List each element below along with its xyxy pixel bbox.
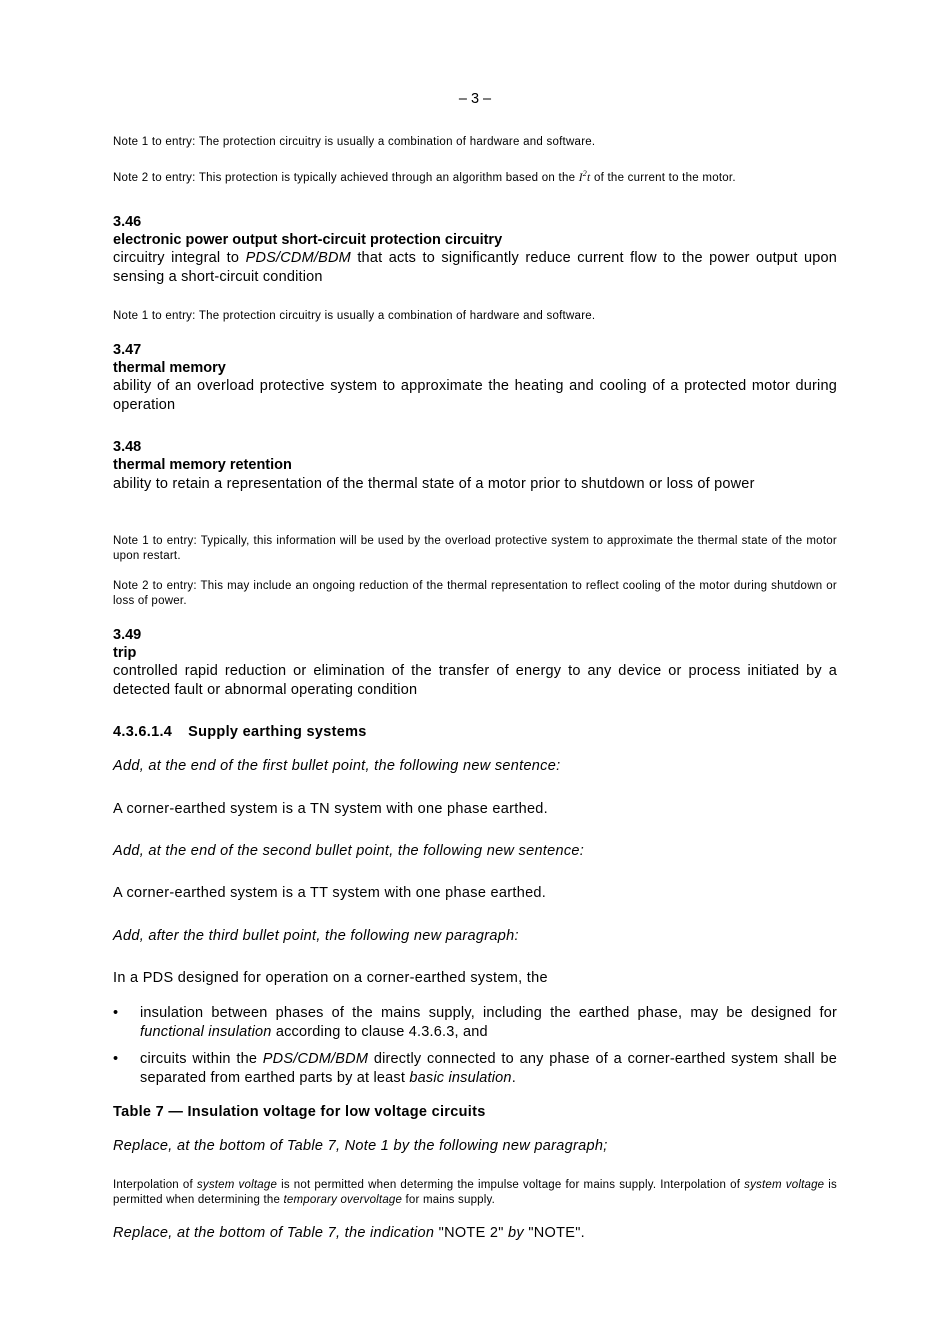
table-7-instruction-1: Replace, at the bottom of Table 7, Note 1 by the following new paragraph; [113,1138,608,1154]
term-347: thermal memory [113,360,226,376]
bullet-icon: • [113,1051,119,1067]
note-348-1: Note 1 to entry: Typically, this information will be used by the overload protective system to approximate the thermal state of the motor upon restart. [113,535,837,562]
note-346-1: Note 1 to entry: The protection circuitry is usually a combination of hardware and software. [113,310,596,322]
amendment-instruction-3: Add, after the third bullet point, the following new paragraph: [113,928,519,944]
note-345-2: Note 2 to entry: This protection is typically achieved through an algorithm based on the $I^2t$ of the current to the motor. [113,169,736,184]
table-7-heading: Table 7 — Insulation voltage for low voltage circuits [113,1104,486,1120]
note-348-2: Note 2 to entry: This may include an ongoing reduction of the thermal representation to reflect cooling of the motor during shutdown or loss of power. [113,580,837,607]
definition-347: ability of an overload protective system to approximate the heating and cooling of a protected motor during operation [113,378,837,413]
clause-number-349: 3.49 [113,627,142,643]
i2t-symbol: $I^2t$ [578,169,591,184]
amendment-instruction-1: Add, at the end of the first bullet point, the following new sentence: [113,758,561,774]
new-sentence-2: A corner-earthed system is a TT system with one phase earthed. [113,885,547,901]
note-345-1: Note 1 to entry: The protection circuitry is usually a combination of hardware and software. [113,136,596,148]
table-7-instruction-2: Replace, at the bottom of Table 7, the indication "NOTE 2" by "NOTE". [113,1225,586,1241]
interpolation-paragraph: Interpolation of system voltage is not permitted when determing the impulse voltage for mains supply. Interpolation of system voltage is permitted when determining the temporary overvoltage for mains supply. [113,1179,837,1206]
new-paragraph-intro: In a PDS designed for operation on a corner-earthed system, the [113,970,548,986]
clause-number-347: 3.47 [113,342,142,358]
definition-346: circuitry integral to PDS/CDM/BDM that acts to significantly reduce current flow to the power output upon sensing a short-circuit condition [113,250,838,285]
subclause-heading: 4.3.6.1.4 Supply earthing systems [113,724,367,740]
bullet-icon: • [113,1005,119,1021]
term-346: electronic power output short-circuit protection circuitry [113,232,503,248]
clause-number-346: 3.46 [113,214,142,230]
page-number: – 3 – [458,91,492,107]
amendment-instruction-2: Add, at the end of the second bullet point, the following new sentence: [113,843,585,859]
definition-349: controlled rapid reduction or elimination of the transfer of energy to any device or process initiated by a detected fault or abnormal operating condition [113,663,837,698]
definition-348: ability to retain a representation of the thermal state of a motor prior to shutdown or loss of power [113,476,755,492]
term-348: thermal memory retention [113,457,292,473]
term-349: trip [113,645,137,661]
clause-number-348: 3.48 [113,439,142,455]
new-sentence-1: A corner-earthed system is a TN system with one phase earthed. [113,801,548,817]
